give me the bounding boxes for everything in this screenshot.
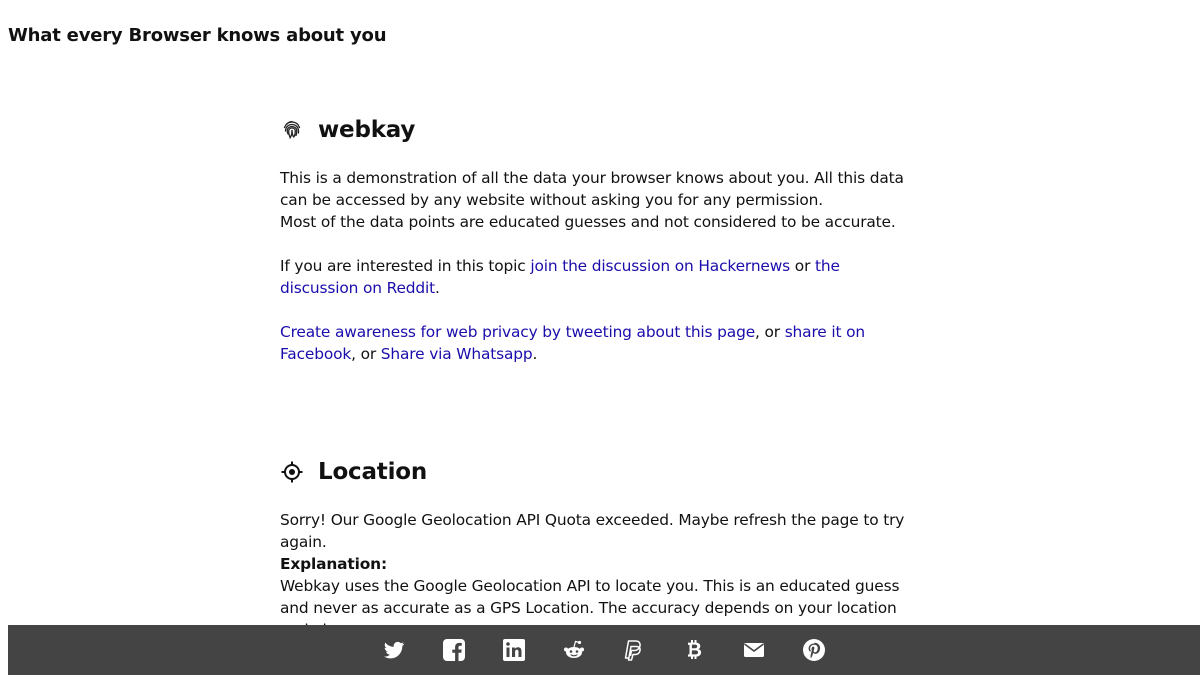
email-share-button[interactable] <box>739 635 769 665</box>
linkedin-icon <box>502 638 526 662</box>
reddit-link[interactable]: the discussion on Reddit <box>280 257 840 297</box>
location-text <box>280 509 920 641</box>
whatsapp-share-link[interactable]: Share via Whatsapp <box>380 345 533 363</box>
paypal-share-button[interactable] <box>619 635 649 665</box>
bitcoin-icon <box>682 638 706 662</box>
fingerprint-icon <box>280 118 304 142</box>
site-title: What every Browser knows about you <box>8 25 387 46</box>
paypal-icon <box>622 638 646 662</box>
intro-heading <box>280 113 415 147</box>
facebook-icon <box>442 638 466 662</box>
pinterest-share-button[interactable] <box>799 635 829 665</box>
bitcoin-share-button[interactable] <box>679 635 709 665</box>
twitter-share-button[interactable] <box>379 635 409 665</box>
share-bar <box>8 625 1200 675</box>
crosshair-icon <box>280 460 304 484</box>
linkedin-share-button[interactable] <box>499 635 529 665</box>
tweet-link[interactable]: Create awareness for web privacy by tweeting about this page <box>280 323 756 341</box>
intro-paragraph-3: If you are interested in this topic join the discussion on Hackernews or the discussion on Reddit. <box>280 257 840 297</box>
explanation-label: Explanation: <box>280 555 387 573</box>
location-heading <box>280 455 427 489</box>
reddit-share-button[interactable] <box>559 635 589 665</box>
intro-paragraph-2: Most of the data points are educated guesses and not considered to be accurate. <box>280 213 896 231</box>
location-error: Sorry! Our Google Geolocation API Quota exceeded. Maybe refresh the page to try again. <box>280 511 905 551</box>
facebook-share-link[interactable]: share it on Facebook <box>280 323 865 363</box>
twitter-icon <box>382 638 406 662</box>
intro-text <box>280 167 920 365</box>
explanation-text: Webkay uses the Google Geolocation API to locate you. This is an educated guess and never as accurate as a GPS Location. The accuracy depends on your location <box>280 577 900 617</box>
reddit-icon <box>562 638 586 662</box>
intro-title: webkay <box>318 117 416 143</box>
facebook-share-button[interactable] <box>439 635 469 665</box>
intro-paragraph-4: Create awareness for web privacy by tweeting about this page, or share it on Facebook, or Share via Whatsapp. <box>280 323 865 363</box>
hackernews-link[interactable]: join the discussion on Hackernews <box>530 257 791 275</box>
email-icon <box>742 638 766 662</box>
pinterest-icon <box>802 638 826 662</box>
location-title: Location <box>318 459 428 485</box>
intro-paragraph-1: This is a demonstration of all the data your browser knows about you. All this data can be accessed by any website without asking you for any permission. <box>280 169 904 209</box>
